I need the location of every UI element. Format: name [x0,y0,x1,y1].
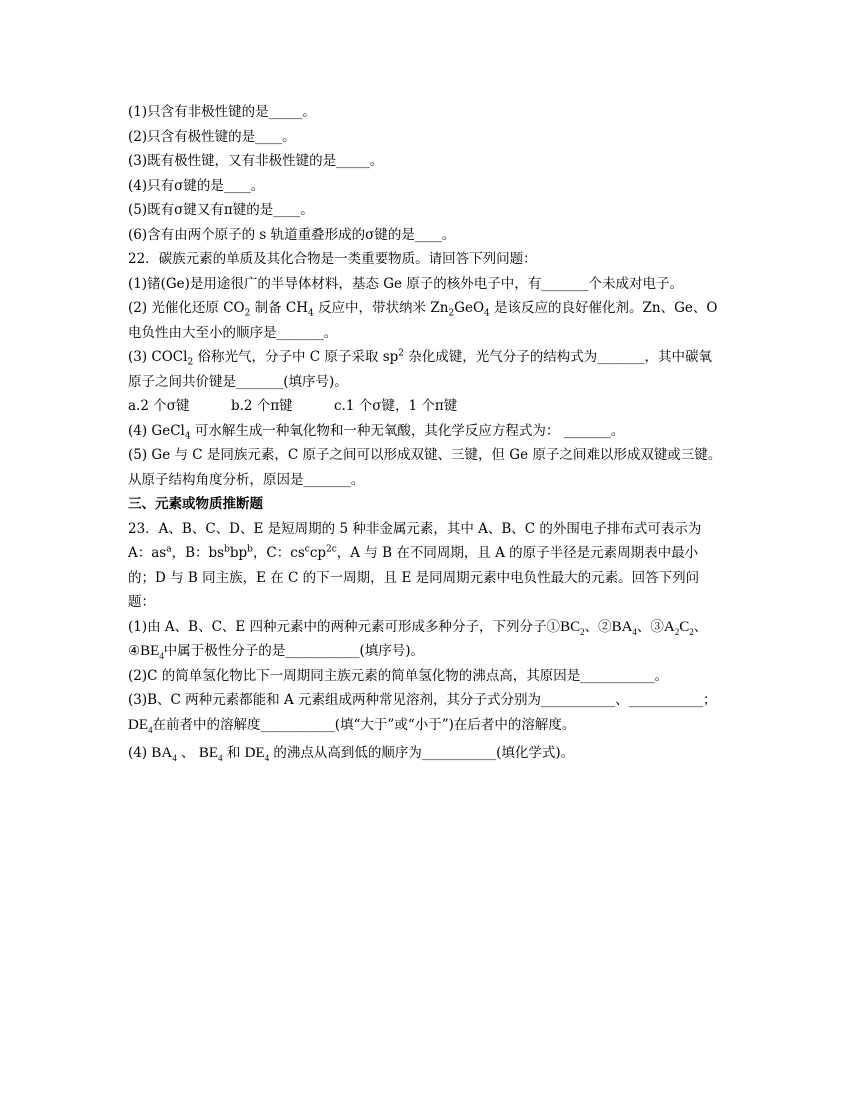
question-part-6: (6)含有由两个原子的 s 轨道重叠形成的σ键的是____。 [128,226,456,243]
option-a: a.2 个σ键 [128,398,190,414]
question-22-part-2: (2) 光催化还原 $CO_2$ 制备 $CH_4$ 反应中，带状纳米 $Zn_2GeO_4$ 是该反应的良好催化剂。Zn、Ge、O [128,300,718,319]
formula-ba4-b: $BA_4$ [151,745,177,763]
option-b: b.2 个π键 [231,398,293,414]
question-part-3: (3)既有极性键，又有非极性键的是_____。 [128,153,384,169]
question-part-2: (2)只含有极性键的是____。 [128,128,296,145]
formula-bc2: $BC_2$ [560,618,585,637]
formula-de4-b: $DE_4$ [244,745,270,763]
question-23-part-1-cont: $④BE_4$中属于极性分子的是___________(填序号)。 [128,643,425,661]
question-part-1: (1)只含有非极性键的是_____。 [128,104,316,120]
formula-be4: $BE_4$ [140,643,164,661]
document-body [128,100,738,766]
formula-ba4: $BA_4$ [611,618,637,637]
question-23-part-1: (1)由 A、B、C、E 四种元素中的两种元素可形成多种分子，下列分子$①BC_2$、$②BA_4$、$③A_2C_2$、 [128,618,708,637]
question-23-stem-line-4: 题： [128,594,155,610]
question-23-stem-line-1: 23．A、B、C、D、E 是短周期的 5 种非金属元素，其中 A、B、C 的外围电子排布式可表示为 [128,520,702,537]
formula-de4: $DE_4$ [128,716,153,735]
question-22-options [128,394,738,419]
question-23-part-4: (4) $BA_4$ 、 $BE_4$ 和 $DE_4$ 的沸点从高到低的顺序为___________(填化学式)。 [128,745,575,763]
option-c: c.1 个σ键，1 个π键 [334,398,458,414]
question-23-part-3-cont: $DE_4$在前者中的溶解度___________(填“大于”或“小于”)在后者中的溶解度。 [128,716,576,735]
question-23-stem-line-2: A：$as^a$，B：$bs^bbp^b$，C：$cs^ccp^{2c}$，A 与 B 在不同周期，且 A 的原子半径是元素周期表中最小 [128,544,699,561]
question-22-part-5-cont: 从原子结构角度分析，原因是_______。 [128,471,365,488]
section-3-heading: 三、元素或物质推断题 [128,496,263,512]
question-part-5: (5)既有σ键又有π键的是____。 [128,202,314,218]
question-22-part-1: (1)锗(Ge)是用途很广的半导体材料，基态 Ge 原子的核外电子中，有_______个未成对电子。 [128,275,684,292]
question-23-stem-line-3: 的；D 与 B 同主族，E 在 C 的下一周期，且 E 是同周期元素中电负性最大的元素。回答下列问 [128,569,700,586]
question-part-4: (4)只有σ键的是____。 [128,177,265,194]
question-23-part-2: (2)C 的简单氢化物比下一周期同主族元素的简单氢化物的沸点高，其原因是___________。 [128,667,668,684]
question-22-part-3: (3) COCl$_2$ 俗称光气，分子中 C 原子采取 $sp^2$ 杂化成键，光气分子的结构式为_______，其中碳氧 [128,348,713,368]
question-22-part-4: (4) GeCl$_4$ 可水解生成一种氧化物和一种无氧酸，其化学反应方程式为： _______。 [128,422,625,442]
formula-be4-b: $BE_4$ [198,745,223,763]
question-22-part-2-cont: 电负性由大至小的顺序是_______。 [128,324,338,341]
question-22-part-3-cont: 原子之间共价键是_______(填序号)。 [128,373,348,390]
question-22-part-5: (5) Ge 与 C 是同族元素，C 原子之间可以形成双键、三键，但 Ge 原子之间难以形成双键或三键。 [128,447,722,463]
formula-a2c2: $A_2C_2$ [663,618,694,637]
question-22-stem: 22．碳族元素的单质及其化合物是一类重要物质。请回答下列问题： [128,251,537,267]
question-23-part-3: (3)B、C 两种元素都能和 A 元素组成两种常见溶剂，其分子式分别为___________、___________； [128,692,717,708]
